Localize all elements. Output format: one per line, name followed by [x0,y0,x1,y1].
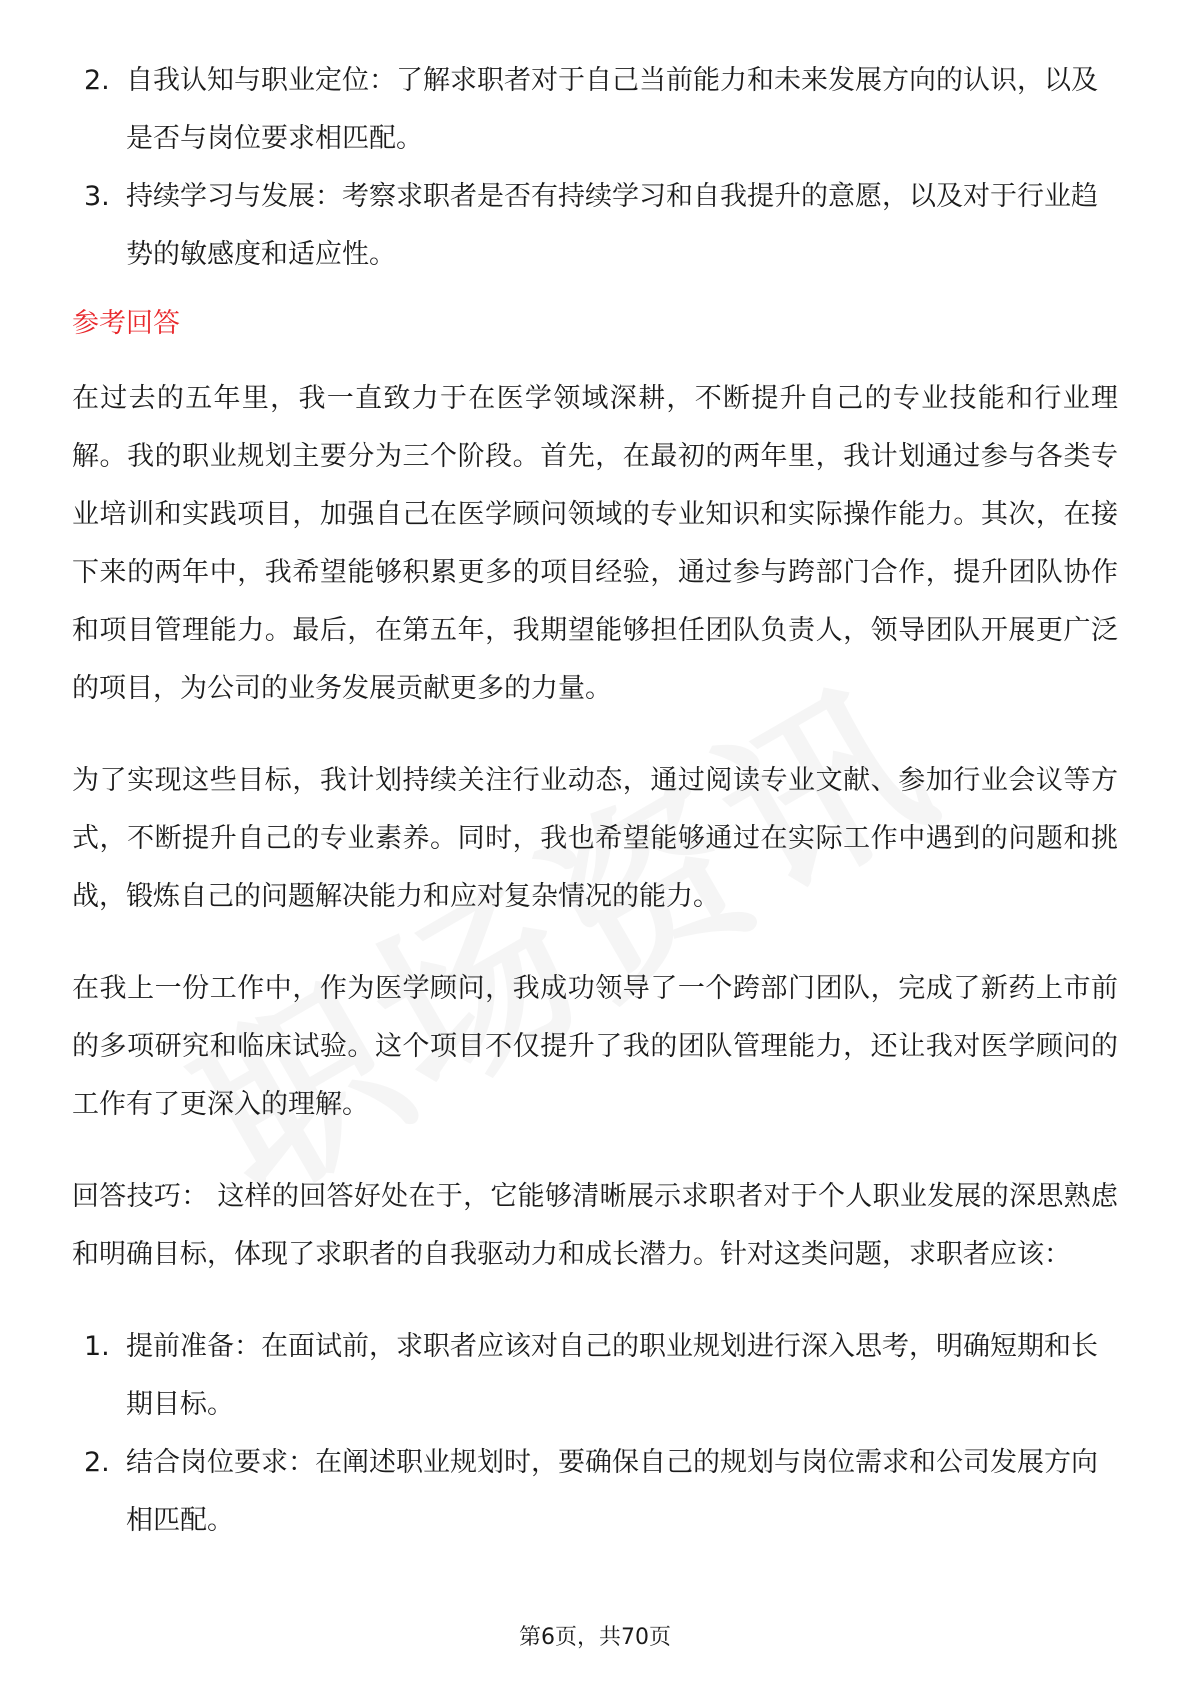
list-item-text: 结合岗位要求：在阐述职业规划时，要确保自己的规划与岗位需求和公司发展方向相匹配。 [126,1447,1098,1536]
paragraph: 在过去的五年里，我一直致力于在医学领域深耕，不断提升自己的专业技能和行业理解。我的职业规划主要分为三个阶段。首先，在最初的两年里，我计划通过参与各类专业培训和实践项目，加强自己在医学顾问领域的专业知识和实际操作能力。其次，在接下来的两年中，我希望能够积累更多的项目经验，通过参与跨部门合作，提升团队协作和项目管理能力。最后，在第五年，我期望能够担任团队负责人，领导团队开展更广泛的项目，为公司的业务发展贡献更多的力量。 [72,383,1118,704]
list-item-text: 提前准备：在面试前，求职者应该对自己的职业规划进行深入思考，明确短期和长期目标。 [126,1331,1098,1420]
section-heading: 参考回答 [72,308,180,339]
answer-tips-paragraph: 回答技巧： 这样的回答好处在于，它能够清晰展示求职者对于个人职业发展的深思熟虑和明确目标，体现了求职者的自我驱动力和成长潜力。针对这类问题，求职者应该： [72,1181,1118,1270]
list-number: 3. [84,181,110,212]
list-number: 2. [84,1447,110,1478]
list-number: 1. [84,1331,110,1362]
list-number: 2. [84,65,110,96]
top-numbered-list [72,52,1118,284]
list-item-text: 自我认知与职业定位：了解求职者对于自己当前能力和未来发展方向的认识，以及是否与岗位要求相匹配。 [126,65,1098,154]
list-item [72,52,1118,168]
list-item-text: 持续学习与发展：考察求职者是否有持续学习和自我提升的意愿，以及对于行业趋势的敏感度和适应性。 [126,181,1098,270]
page-footer: 第6页，共70页 [519,1625,671,1650]
list-item [72,1318,1118,1434]
page-content [72,52,1118,1550]
bottom-numbered-list [72,1318,1118,1550]
list-item [72,168,1118,284]
list-item [72,1434,1118,1550]
paragraph: 在我上一份工作中，作为医学顾问，我成功领导了一个跨部门团队，完成了新药上市前的多项研究和临床试验。这个项目不仅提升了我的团队管理能力，还让我对医学顾问的工作有了更深入的理解。 [72,973,1118,1120]
paragraph: 为了实现这些目标，我计划持续关注行业动态，通过阅读专业文献、参加行业会议等方式，不断提升自己的专业素养。同时，我也希望能够通过在实际工作中遇到的问题和挑战，锻炼自己的问题解决能力和应对复杂情况的能力。 [72,765,1118,912]
